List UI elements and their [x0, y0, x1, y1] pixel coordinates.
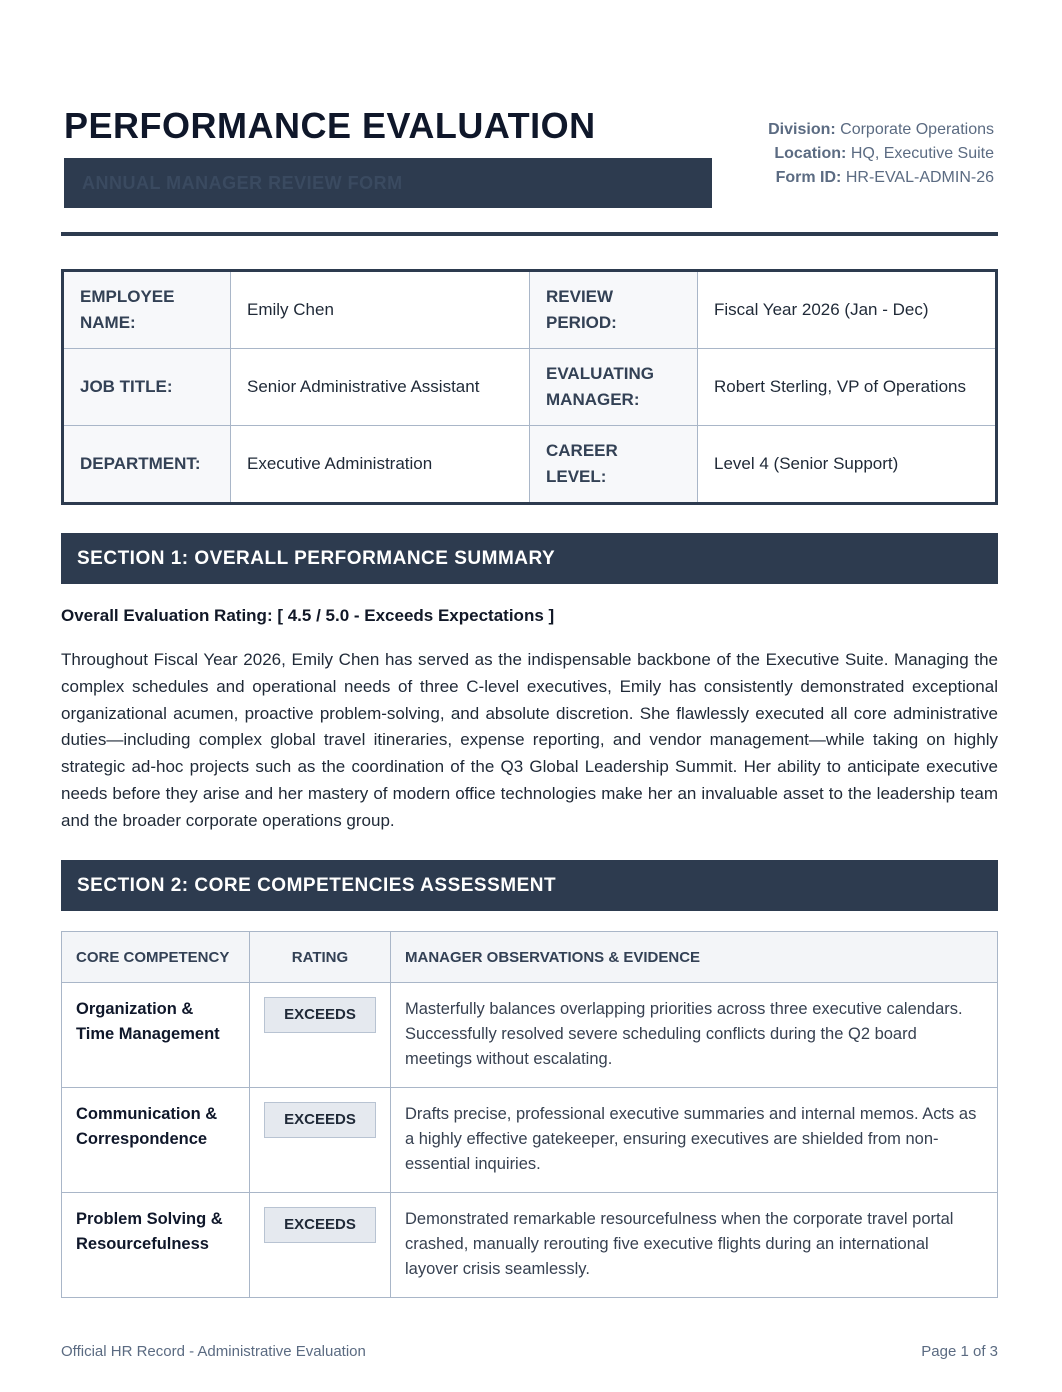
overall-rating: Overall Evaluation Rating: [ 4.5 / 5.0 - Exceeds Expectations ] — [61, 606, 555, 625]
rating-badge: EXCEEDS — [264, 1207, 376, 1243]
footer-record-label: Official HR Record - Administrative Evaluation — [61, 1343, 366, 1360]
section1-title: SECTION 1: OVERALL PERFORMANCE SUMMARY — [77, 548, 556, 569]
location-line — [768, 142, 994, 166]
section1-header — [61, 533, 998, 584]
division-value: Corporate Operations — [840, 121, 994, 138]
competency-name: Communication & Correspondence — [62, 1088, 250, 1193]
column-header-observations: MANAGER OBSERVATIONS & EVIDENCE — [391, 932, 998, 983]
performance-summary: Throughout Fiscal Year 2026, Emily Chen has served as the indispensable backbone of the Executive Suite. Managing the complex schedules and operational needs of three C-level executives, Emily has consistently demonstrated exceptional organizational acumen, proactive problem-solving, and absolute discretion. She flawlessly executed all core administrative duties—including complex global travel itineraries, expense reporting, and vendor management—while taking on highly strategic ad-hoc projects such as the coordination of the Q3 Global Leadership Summit. Her ability to anticipate executive needs before they arise and her mastery of modern office technologies make her an invaluable asset to the leadership team and the broader corporate operations group. — [61, 650, 998, 830]
employee-name-value: Emily Chen — [231, 271, 530, 349]
competency-name: Problem Solving & Resourcefulness — [62, 1193, 250, 1298]
employee-info-table — [61, 269, 998, 505]
career-level-value: Level 4 (Senior Support) — [698, 426, 997, 504]
document-meta — [768, 118, 994, 190]
location-value: HQ, Executive Suite — [850, 145, 994, 162]
career-level-label: CAREER LEVEL: — [530, 426, 698, 504]
job-title-label: JOB TITLE: — [63, 349, 231, 426]
header-divider — [61, 232, 998, 236]
table-row — [62, 983, 998, 1088]
info-row — [63, 349, 997, 426]
observation-text: Demonstrated remarkable resourcefulness when the corporate travel portal crashed, manually rerouting five executive flights during an international layover crisis seamlessly. — [391, 1193, 998, 1298]
competency-name: Organization & Time Management — [62, 983, 250, 1088]
info-row — [63, 271, 997, 349]
table-row — [62, 1193, 998, 1298]
column-header-competency: CORE COMPETENCY — [62, 932, 250, 983]
page-title: PERFORMANCE EVALUATION — [64, 105, 596, 146]
evaluating-manager-value: Robert Sterling, VP of Operations — [698, 349, 997, 426]
form-id-value: HR-EVAL-ADMIN-26 — [845, 169, 994, 186]
subtitle-banner — [64, 158, 712, 208]
department-value: Executive Administration — [231, 426, 530, 504]
observation-text: Drafts precise, professional executive summaries and internal memos. Acts as a highly effective gatekeeper, ensuring executives are shielded from non-essential inquiries. — [391, 1088, 998, 1193]
employee-name-label: EMPLOYEE NAME: — [63, 271, 231, 349]
competencies-table — [61, 931, 998, 1298]
department-label: DEPARTMENT: — [63, 426, 231, 504]
division-line — [768, 118, 994, 142]
form-id-label: Form ID: — [775, 169, 842, 186]
rating-cell — [250, 1088, 391, 1193]
division-label: Division: — [768, 121, 836, 138]
rating-badge: EXCEEDS — [264, 1102, 376, 1138]
column-header-rating: RATING — [250, 932, 391, 983]
rating-cell — [250, 1193, 391, 1298]
table-row — [62, 1088, 998, 1193]
observation-text: Masterfully balances overlapping priorities across three executive calendars. Successfully resolved severe scheduling conflicts during the Q2 board meetings without escalating. — [391, 983, 998, 1088]
rating-cell — [250, 983, 391, 1088]
table-header-row — [62, 932, 998, 983]
evaluating-manager-label: EVALUATING MANAGER: — [530, 349, 698, 426]
review-period-label: REVIEW PERIOD: — [530, 271, 698, 349]
info-row — [63, 426, 997, 504]
page-number: Page 1 of 3 — [921, 1343, 998, 1360]
form-id-line — [768, 166, 994, 190]
review-period-value: Fiscal Year 2026 (Jan - Dec) — [698, 271, 997, 349]
rating-badge: EXCEEDS — [264, 997, 376, 1033]
form-subtitle: ANNUAL MANAGER REVIEW FORM — [82, 173, 403, 193]
section2-title: SECTION 2: CORE COMPETENCIES ASSESSMENT — [77, 875, 557, 896]
location-label: Location: — [774, 145, 847, 162]
section2-header — [61, 860, 998, 911]
job-title-value: Senior Administrative Assistant — [231, 349, 530, 426]
